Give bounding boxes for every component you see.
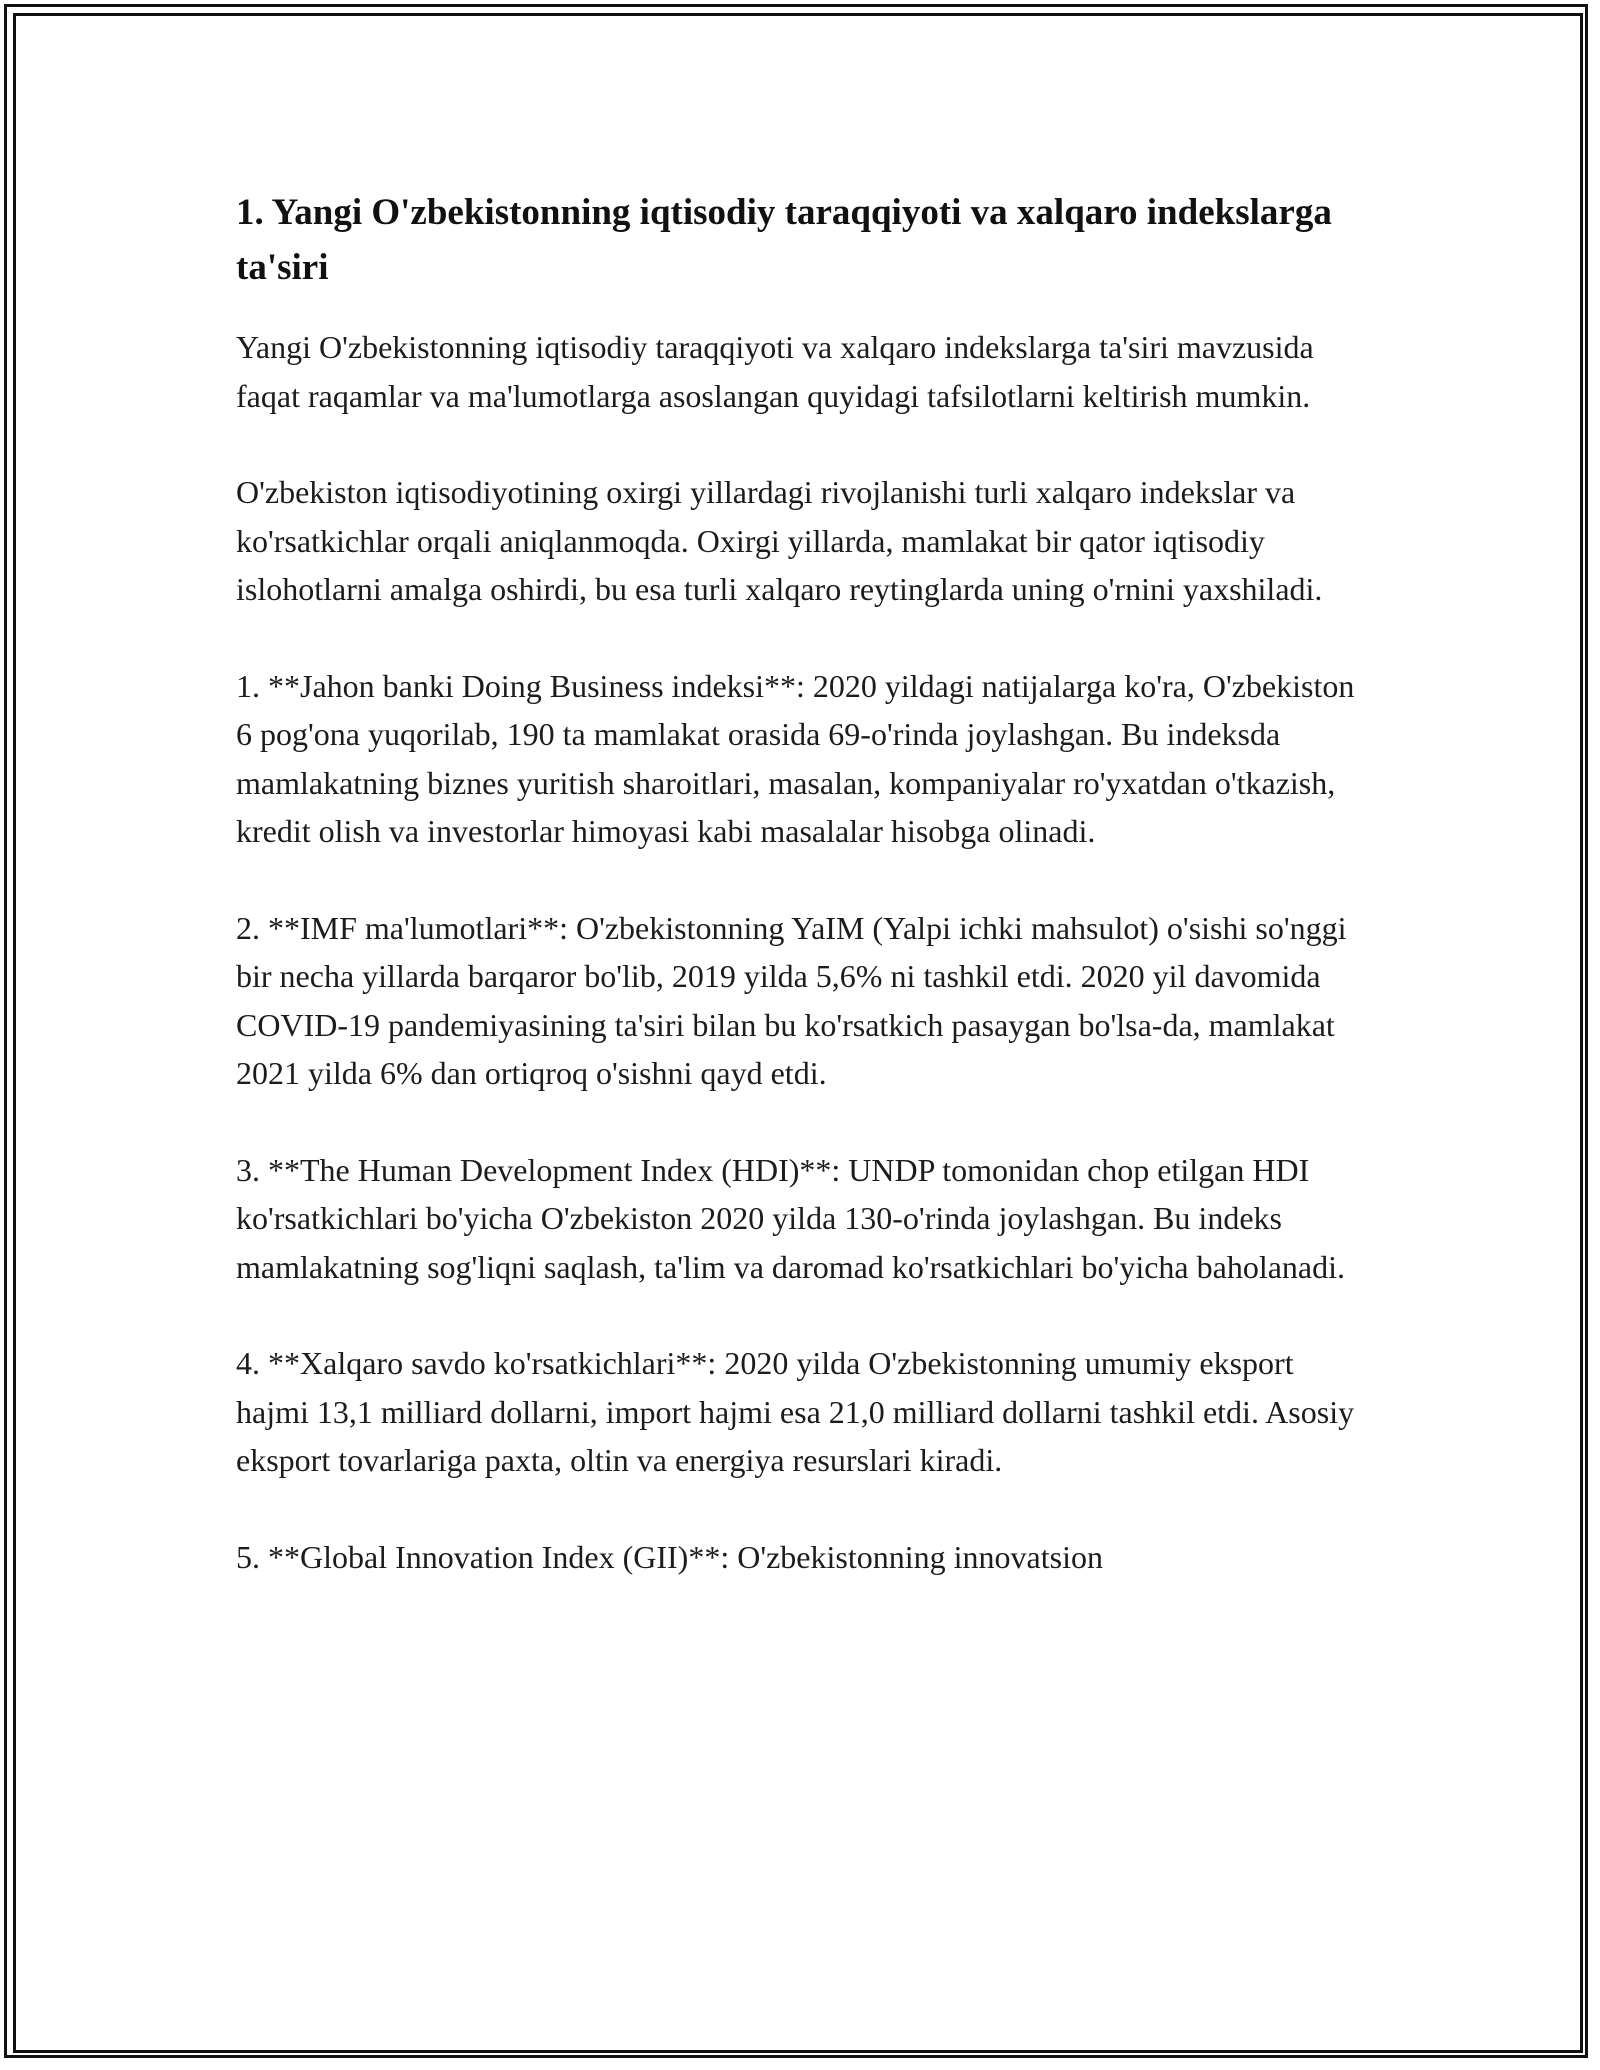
paragraph-intro: Yangi O'zbekistonning iqtisodiy taraqqiyoti va xalqaro indekslarga ta'siri mavzusida faqat raqamlar va ma'lumotlarga asoslangan quyidagi tafsilotlarni keltirish mumkin.	[236, 329, 1314, 414]
paragraph-overview: O'zbekiston iqtisodiyotining oxirgi yillardagi rivojlanishi turli xalqaro indekslar va ko'rsatkichlar orqali aniqlanmoqda. Oxirgi yillarda, mamlakat bir qator iqtisodiy islohotlarni amalga oshirdi, bu esa turli xalqaro reytinglarda uning o'rnini yaxshiladi.	[236, 474, 1323, 607]
paragraph-hdi: 3. **The Human Development Index (HDI)**: UNDP tomonidan chop etilgan HDI ko'rsatkichlari bo'yicha O'zbekiston 2020 yilda 130-o'rinda joylashgan. Bu indeks mamlakatning sog'liqni saqlash, ta'lim va daromad ko'rsatkichlari bo'yicha baholanadi.	[236, 1151, 1345, 1285]
paragraph-trade: 4. **Xalqaro savdo ko'rsatkichlari**: 2020 yilda O'zbekistonning umumiy eksport hajmi 13,1 milliard dollarni, import hajmi esa 21,0 milliard dollarni tashkil etdi. Asosiy eksport tovarlariga paxta, oltin va energiya resurslari kiradi.	[236, 1345, 1355, 1478]
paragraph-gii: 5. **Global Innovation Index (GII)**: O'zbekistonning innovatsion	[236, 1538, 1103, 1575]
document-body	[236, 185, 1366, 1629]
paragraph-doing-business: 1. **Jahon banki Doing Business indeksi**: 2020 yildagi natijalarga ko'ra, O'zbekiston 6 pog'ona yuqorilab, 190 ta mamlakat orasida 69-o'rinda joylashgan. Bu indeksda mamlakatning biznes yuritish sharoitlari, masalan, kompaniyalar ro'yxatdan o'tkazish, kredit olish va investorlar himoyasi kabi masalalar hisobga olinadi.	[236, 667, 1355, 849]
document-title: 1. Yangi O'zbekistonning iqtisodiy taraqqiyoti va xalqaro indekslarga ta'siri	[236, 192, 1332, 288]
paragraph-imf: 2. **IMF ma'lumotlari**: O'zbekistonning YaIM (Yalpi ichki mahsulot) o'sishi so'nggi bir necha yillarda barqaror bo'lib, 2019 yilda 5,6% ni tashkil etdi. 2020 yil davomida COVID-19 pandemiyasining ta'siri bilan bu ko'rsatkich pasaygan bo'lsa-da, mamlakat 2021 yilda 6% dan ortiqroq o'sishni qayd etdi.	[236, 909, 1347, 1091]
